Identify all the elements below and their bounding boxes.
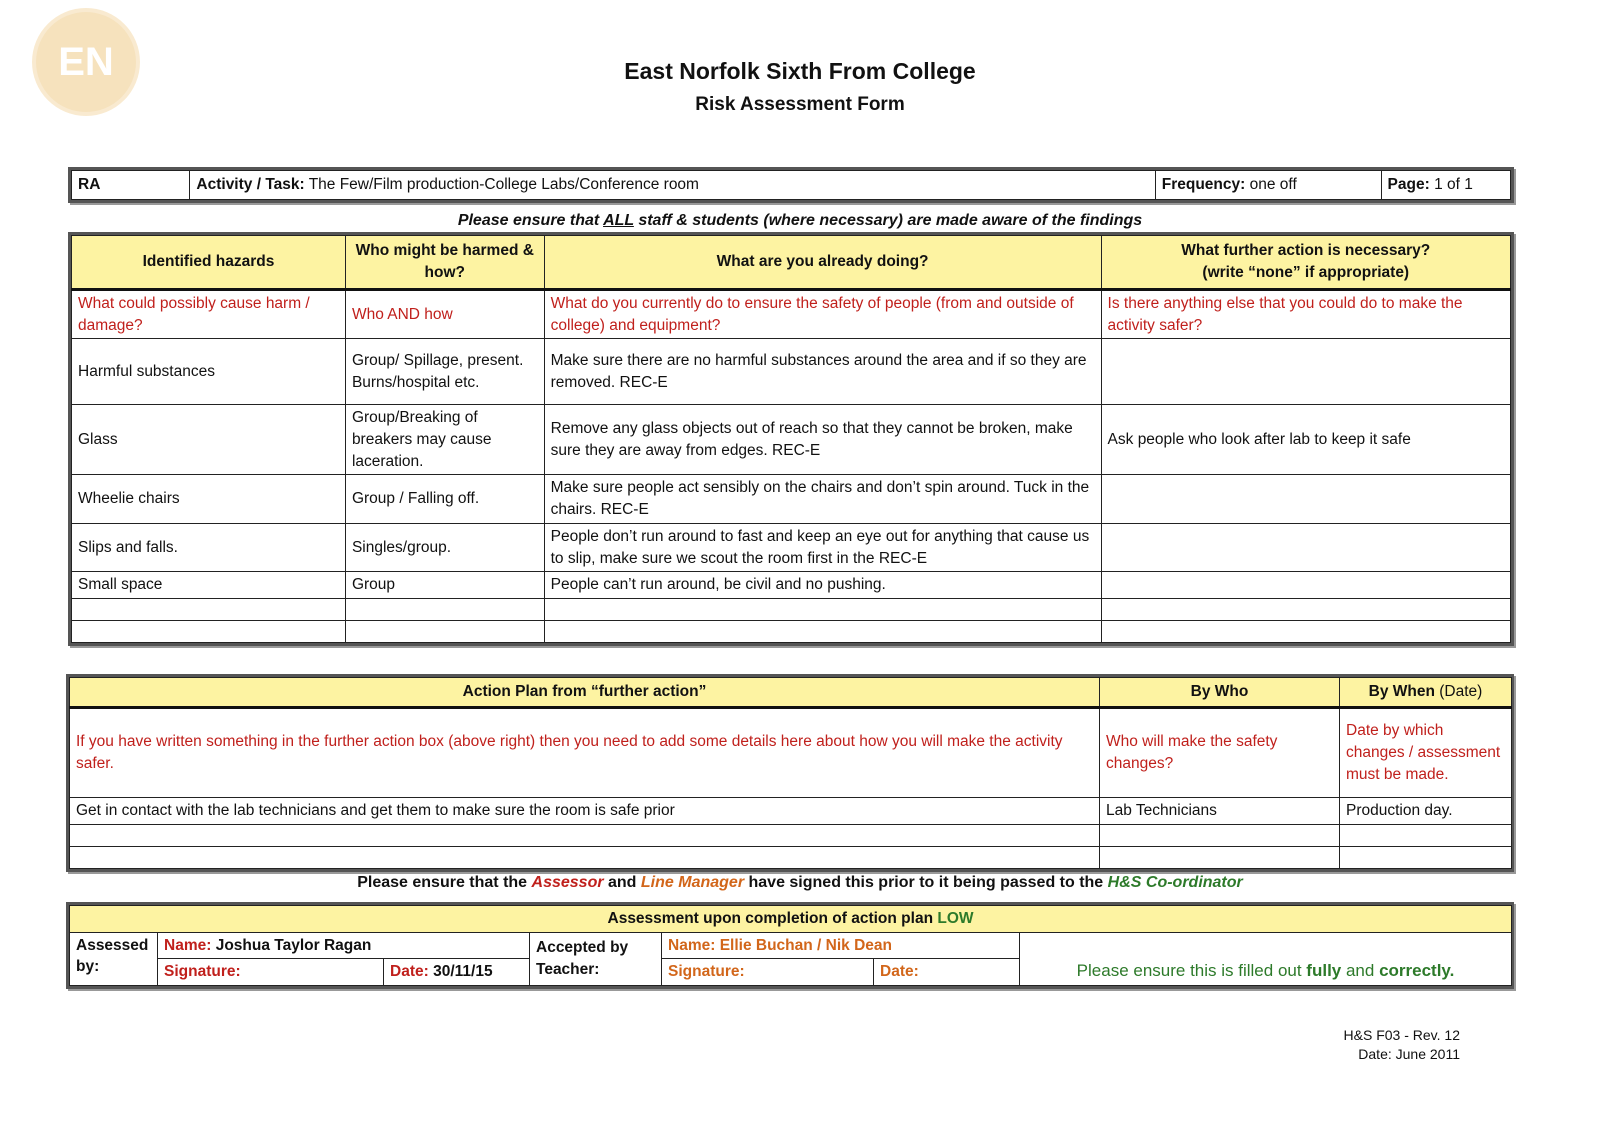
table-row bbox=[72, 523, 1511, 571]
header-further: What further action is necessary? (write “none” if appropriate) bbox=[1101, 236, 1510, 290]
action-plan-table bbox=[66, 674, 1514, 872]
teacher-date-cell: Date: bbox=[874, 959, 1020, 986]
frequency-label: Frequency: bbox=[1161, 176, 1246, 194]
who-cell: Lab Technicians bbox=[1100, 798, 1340, 825]
activity-cell bbox=[190, 171, 1155, 200]
activity-label: Activity / Task: bbox=[196, 176, 305, 194]
further-cell bbox=[1101, 572, 1510, 599]
assessor-signature-cell: Signature: bbox=[158, 959, 384, 986]
prompt-by-who: Who will make the safety changes? bbox=[1100, 708, 1340, 798]
risk-level: LOW bbox=[937, 910, 974, 927]
table-row bbox=[70, 798, 1512, 825]
assessment-table bbox=[66, 902, 1514, 989]
teacher-name-cell: Name: Ellie Buchan / Nik Dean bbox=[662, 932, 1020, 959]
further-cell: Ask people who look after lab to keep it safe bbox=[1101, 405, 1510, 475]
fill-out-notice: Please ensure this is filled out fully and correctly. bbox=[1020, 932, 1512, 985]
empty-row bbox=[70, 824, 1512, 846]
form-title: Risk Assessment Form bbox=[695, 94, 905, 115]
header-doing: What are you already doing? bbox=[544, 236, 1101, 290]
who-cell: Group/Breaking of breakers may cause laceration. bbox=[345, 405, 544, 475]
doing-cell: Make sure people act sensibly on the chairs and don’t spin around. Tuck in the chairs. REC-E bbox=[544, 475, 1101, 523]
hazard-cell: Small space bbox=[72, 572, 346, 599]
who-cell: Group/ Spillage, present. Burns/hospital etc. bbox=[345, 339, 544, 405]
header-hazards: Identified hazards bbox=[72, 236, 346, 290]
form-footer bbox=[1344, 1026, 1460, 1064]
assessor-date-cell: Date: 30/11/15 bbox=[384, 959, 530, 986]
header-by-when: By When (Date) bbox=[1340, 678, 1512, 708]
empty-row bbox=[70, 846, 1512, 868]
assessment-heading: Assessment upon completion of action plan LOW bbox=[70, 906, 1512, 933]
activity-row bbox=[68, 167, 1514, 203]
line-manager-emphasis: Line Manager bbox=[640, 874, 745, 891]
awareness-notice: Please ensure that ALL staff & students (where necessary) are made aware of the findings bbox=[457, 212, 1143, 229]
doing-cell: People can’t run around, be civil and no pushing. bbox=[544, 572, 1101, 599]
who-cell: Group / Falling off. bbox=[345, 475, 544, 523]
page-cell bbox=[1381, 171, 1510, 200]
prompt-by-when: Date by which changes / assessment must be made. bbox=[1340, 708, 1512, 798]
coordinator-emphasis: H&S Co-ordinator bbox=[1107, 874, 1243, 891]
doing-cell: Make sure there are no harmful substances around the area and if so they are removed. REC-E bbox=[544, 339, 1101, 405]
hazard-cell: Wheelie chairs bbox=[72, 475, 346, 523]
table-row bbox=[72, 339, 1511, 405]
all-emphasis: ALL bbox=[603, 212, 634, 229]
doing-cell: People don’t run around to fast and keep an eye out for anything that cause us to slip, make sure we scout the room first in the REC-E bbox=[544, 523, 1101, 571]
prompt-doing: What do you currently do to ensure the safety of people (from and outside of college) and equipment? bbox=[544, 290, 1101, 339]
prompt-harmed: Who AND how bbox=[345, 290, 544, 339]
who-cell: Group bbox=[345, 572, 544, 599]
teacher-signature-cell: Signature: bbox=[662, 959, 874, 986]
further-cell bbox=[1101, 523, 1510, 571]
accepted-by-label: Accepted by Teacher: bbox=[530, 932, 662, 985]
prompt-hazards: What could possibly cause harm / damage? bbox=[72, 290, 346, 339]
hazard-cell: Harmful substances bbox=[72, 339, 346, 405]
page-label: Page: bbox=[1387, 176, 1430, 194]
logo-text: EN bbox=[58, 39, 114, 84]
header-harmed: Who might be harmed & how? bbox=[345, 236, 544, 290]
hazard-cell: Slips and falls. bbox=[72, 523, 346, 571]
college-title: East Norfolk Sixth From College bbox=[624, 58, 976, 84]
table-row bbox=[72, 405, 1511, 475]
who-cell: Singles/group. bbox=[345, 523, 544, 571]
header-by-who: By Who bbox=[1100, 678, 1340, 708]
plan-cell: Get in contact with the lab technicians and get them to make sure the room is safe prior bbox=[70, 798, 1100, 825]
assessor-emphasis: Assessor bbox=[531, 874, 604, 891]
revision-date: Date: June 2011 bbox=[1358, 1045, 1460, 1062]
table-row bbox=[72, 572, 1511, 599]
empty-row bbox=[72, 620, 1511, 642]
assessor-date: 30/11/15 bbox=[433, 963, 493, 981]
assessed-by-label: Assessed by: bbox=[70, 932, 158, 985]
frequency-cell bbox=[1155, 171, 1381, 200]
assessor-name: Joshua Taylor Ragan bbox=[215, 936, 372, 954]
signature-notice: Please ensure that the Assessor and Line Manager have signed this prior to it being passed to the H&S Co-ordinator bbox=[357, 874, 1243, 891]
prompt-further: Is there anything else that you could do to make the activity safer? bbox=[1101, 290, 1510, 339]
table-row bbox=[72, 475, 1511, 523]
further-cell bbox=[1101, 339, 1510, 405]
page-value: 1 of 1 bbox=[1434, 176, 1473, 194]
further-cell bbox=[1101, 475, 1510, 523]
assessor-name-cell: Name: Joshua Taylor Ragan bbox=[158, 932, 530, 959]
activity-value: The Few/Film production-College Labs/Conference room bbox=[308, 176, 699, 194]
hazard-cell: Glass bbox=[72, 405, 346, 475]
revision-text: H&S F03 - Rev. 12 bbox=[1343, 1027, 1460, 1043]
hazard-table bbox=[68, 232, 1514, 646]
header-action-plan: Action Plan from “further action” bbox=[70, 678, 1100, 708]
frequency-value: one off bbox=[1249, 176, 1297, 194]
prompt-action-plan: If you have written something in the further action box (above right) then you need to add some details here about how you will make the activity safer. bbox=[70, 708, 1100, 798]
when-cell: Production day. bbox=[1340, 798, 1512, 825]
teacher-name: Ellie Buchan / Nik Dean bbox=[719, 936, 892, 954]
empty-row bbox=[72, 598, 1511, 620]
ra-cell: RA bbox=[72, 171, 190, 200]
doing-cell: Remove any glass objects out of reach so that they cannot be broken, make sure they are away from edges. REC-E bbox=[544, 405, 1101, 475]
